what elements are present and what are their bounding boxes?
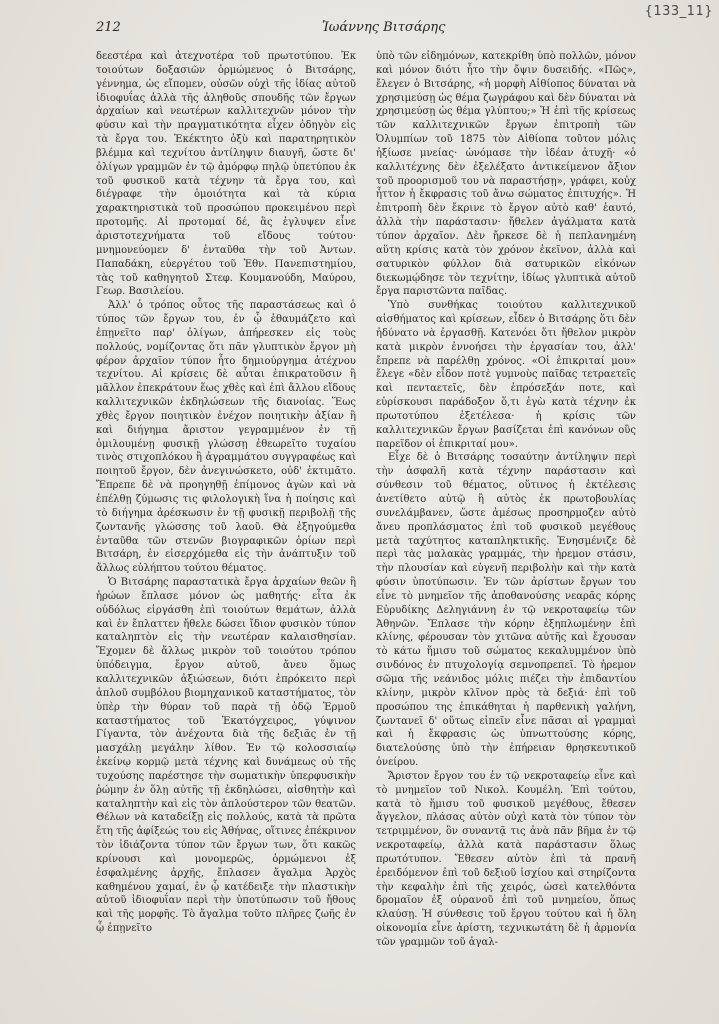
paragraph: δεεστέρα καὶ ἀτεχνοτέρα τοῦ πρωτοτύπου. Ἐκ τοιούτων δοξασιῶν ὁρμώμενος ὁ Βιτσάρης, γέννημα, ὡς εἴπομεν, οὐσῶν οὐχὶ τῆς ἰδίας αὐτοῦ ἰδιοφυΐας ἀλλὰ τῆς ἀληθοῦς σπουδῆς τῶν ἔργων ἀρχαίων καὶ νεωτέρων καλλιτεχνῶν μόνον τὴν φύσιν καὶ τὴν πραγματικότητα εἶχεν ὁδηγὸν εἰς τὰ ἔργα του. Ἐκέκτητο ὀξὺ καὶ παρατηρητικὸν βλέμμα καὶ τεχνίτου ἀντίληψιν διαυγῆ, ὥστε δι' ὀλίγων γραμμῶν ἐν τῷ ἀμόρφῳ πηλῷ ὑπετύπου ἐκ τοῦ φυσικοῦ κατὰ τέχνην τὰ ἔργα του, καὶ διέγραφε τὴν ὁμοιότητα καὶ τὰ κύρια χαρακτηριστικὰ τοῦ προσώπου προκειμένου περὶ προτομῆς. Αἱ προτομαί δέ, ἃς ἐγλυψεν εἶνε ἀριστοτεχνήματα τοῦ εἴδους τούτου· μνημονεύομεν δ' ἐνταῦθα τὴν τοῦ Ἀντων. Παπαδάκη, εὐεργέτου τοῦ Ἐθν. Πανεπιστημίου, τὰς τοῦ καθηγητοῦ Στεφ. Κουμανούδη, Μαύρου, Γεωρ. Βασιλείου. [96, 51, 356, 298]
page-number: 212 [96, 20, 121, 35]
paragraph: Ἀλλ' ὁ τρόπος οὗτος τῆς παραστάσεως καὶ ὁ τύπος τῶν ἔργων του, ἐν ᾧ ἐθαυμάζετο καὶ ἐπῃνεῖτο παρ' ὀλίγων, ἀπήρεσκεν εἰς τοὺς πολλούς, νομίζοντας ὅτι πᾶν γλυπτικὸν ἔργον μὴ φέρον ἀρχαῖον τύπον ἦτο δημιούργημα ἀτέχνου τεχνίτου. Αἱ κρίσεις δὲ αὗται ἐπικρατοῦσιν ἢ μᾶλλον ἐπεκράτουν ἕως χθὲς καὶ ἐπὶ ἄλλου εἴδους καλλιτεχνικῶν ἐκδηλώσεων τῆς διανοίας. Ἕως χθὲς ἔργον ποιητικὸν ἐνέχον ποιητικὴν ἀξίαν ἢ καὶ διήγημα ἄριστον γεγραμμένον ἐν τῇ ὁμιλουμένῃ φυσικῇ γλώσσῃ ἐθεωρεῖτο τυχαίου τινὸς στιχοπλόκου ἢ ἀγραμμάτου συγγραφέως καὶ ποιητοῦ ἔργον, δὲν ἀνεγινώσκετο, οὐδ' ἐκτιμᾶτο. Ἔπρεπε δὲ νὰ προηγηθῇ ἐπίμονος ἀγὼν καὶ νὰ ἐπέλθῃ ζύμωσις τις φιλολογικὴ ἵνα ἡ ποίησις καὶ τὸ διήγημα ἀρέσκωσιν ἐν τῇ φυσικῇ περιβολῇ τῆς ζωντανῆς γλώσσης τοῦ λαοῦ. Θὰ ἐξηγούμεθα ἐνταῦθα τῶν στενῶν βιογραφικῶν ὁρίων περὶ Βιτσάρη, ἐν εἰσερχόμεθα εἰς τὴν ἀνάπτυξιν τοῦ ἄλλως εὐλήπτου τούτου θέματος. [96, 300, 356, 575]
paragraph: Ἄριστον ἔργον του ἐν τῷ νεκροταφείῳ εἶνε καὶ τὸ μνημεῖον τοῦ Νικολ. Κουμέλη. Ἐπὶ τούτου, κατὰ τὸ ἥμισυ τοῦ φυσικοῦ μεγέθους, ἔθεσεν ἄγγελον, πλάσας αὐτὸν οὐχὶ κατὰ τὸν τύπον τὸν τετριμμένον, ὃν συναντᾷ τις ἀνὰ πᾶν βῆμα ἐν τῷ νεκροταφείῳ, ἀλλὰ κατὰ παράστασιν ὅλως πρωτότυπον. Ἔθεσεν αὐτὸν ἐπὶ τὰ πρανῆ ἐρειδόμενον ἐπὶ τοῦ δεξιοῦ ἰσχίου καὶ στηρίζοντα τὴν κεφαλὴν ἐπὶ τῆς χειρός, ὡσεὶ κατελθόντα δρομαῖον ἐξ οὐρανοῦ ἐπὶ τοῦ μνημείου, ὅπως κλαύσῃ. Ἡ σύνθεσις τοῦ ἔργου τούτου καὶ ἡ ὅλη οἰκονομία εἶνε ἀρίστη, τεχνικωτάτη δὲ ἡ ἁρμονία τῶν γραμμῶν τοῦ ἀγαλ- [376, 770, 636, 948]
paragraph: Ὑπὸ συνθήκας τοιούτου καλλιτεχνικοῦ αἰσθήματος καὶ κρίσεων, εἶδεν ὁ Βιτσάρης ὅτι δὲν ἠδύνατο νὰ ἐργασθῇ. Κατενόει ὅτι ἤθελον μικρὸν κατὰ μικρὸν ἐννοήσει τὴν ἐργασίαν του, ἀλλ' ἔπρεπε νὰ παρέλθῃ χρόνος. «Οἱ ἐπικριταί μου» ἔλεγε «δὲν εἶδον ποτὲ γυμνοὺς παῖδας τετραετεῖς καὶ πενταετεῖς, δὲν ἐπρόσεξάν ποτε, καὶ εὑρίσκουσι παράδοξον ὅ,τι ἐγὼ κατὰ τέχνην ἐκ πρωτοτύπου ἐξετέλεσα· ἡ κρίσις τῶν καλλιτεχνικῶν ἔργων βασίζεται ἐπὶ κανόνων οὓς παρεῖδον οἱ ἐπικριταί μου». [376, 300, 636, 450]
paragraph: ὑπὸ τῶν εἰδημόνων, κατεκρίθη ὑπὸ πολλῶν, μόνον καὶ μόνον διότι ἦτο τὴν ὄψιν δυσειδής. «Πῶς», ἔλεγεν ὁ Βιτσάρης, «ἡ μορφὴ Αἰθίοπος δύναται νὰ χρησιμεύσῃ ὡς θέμα ζωγράφου καὶ δὲν δύναται νὰ χρησιμεύσῃ ὡς θέμα γλύπτου;» Ἡ ἐπὶ τῆς κρίσεως τῶν καλλιτεχνικῶν ἔργων ἐπιτροπὴ τῶν Ὀλυμπίων τοῦ 1875 τὸν Αἰθίοπα τοῦτον μόλις ἠξίωσε μνείας· ὠνόμασε τὴν ἰδέαν ἀτυχῆ· «ὁ καλλιτέχνης δὲν ἐξελέξατο ἀντικείμενον ἄξιον τοῦ προορισμοῦ του νὰ παραστήσῃ», γράφει, κοὐχ ἧττον ἡ ἔκφρασις τοῦ ἄνω σώματος ἐπιτυχής». Ἡ ἐπιτροπὴ δὲν ἔκρινε τὸ ἔργον αὐτὸ καθ' ἑαυτό, ἀλλὰ τὴν παράστασιν· ἤθελεν ἀγάλματα κατὰ τύπον ἀρχαῖον. Δὲν ἤρκεσε δὲ ἡ πεπλανημένη αὕτη κρίσις κατὰ τὸν χρόνον ἐκεῖνον, ἀλλὰ καὶ σατυρικὸν φύλλον διὰ σατυρικῶν εἰκόνων διεκωμῴδησε τὸν τεχνίτην, ἰδίως γλυπτικὰ αὐτοῦ ἔργα παριστῶντα παῖδας. [376, 51, 636, 298]
handwritten-annotation: {133_11} [644, 4, 713, 19]
right-column [376, 50, 636, 950]
paragraph: Εἶχε δὲ ὁ Βιτσάρης τοσαύτην ἀντίληψιν περὶ τὴν ἀσφαλῆ κατὰ τέχνην παράστασιν καὶ σύνθεσιν τοῦ θέματος, οὕτινος ἡ ἐκτέλεσις ἀνετίθετο αὐτῷ ἢ αὐτὸς ἐκ πρωτοβουλίας συνελάμβανεν, ὥστε ἀμέσως προσηρμοζεν αὐτὸ ἄνευ προπλάσματος ἐπὶ τοῦ φυσικοῦ μεγέθους μετὰ ταχύτητος καταπληκτικῆς. Ἐνησμένιζε δὲ περὶ τὰς μαλακὰς γραμμάς, τὴν ἠρεμον στάσιν, τὴν πλουσίαν καὶ εὐγενῆ περιβολὴν καὶ τὴν κατὰ φύσιν ὑποτύπωσιν. Ἐν τῶν ἀρίστων ἔργων του εἶνε τὸ μνημεῖον τῆς ἀποθανούσης νεαρᾶς κόρης Εὐρυδίκης Δεληγιάννη ἐν τῷ νεκροταφείῳ τῶν Ἀθηνῶν. Ἔπλασε τὴν κόρην ἐξηπλωμένην ἐπὶ κλίνης, φέρουσαν τὸν χιτῶνα αὐτῆς καὶ ἔχουσαν τὸ κάτω ἥμισυ τοῦ σώματος κεκαλυμμένον ὑπὸ σινδόνος ἐν πτυχολογίᾳ σεμνοπρεπεῖ. Τὸ ἠρεμον σῶμα τῆς νεάνιδος μόλις πιέζει τὴν ἐπιδαντίου κλίνην, μικρὸν κλῖνον πρὸς τὰ δεξιά· ἐπὶ τοῦ προσώπου της ἐπικάθηται ἡ παρθενικὴ γαλήνη, ζωντανεῖ δ' οὕτως εἰπεῖν εἶνε πᾶσαι αἱ γραμμαὶ καὶ ἡ ἔκφρασις ὡς ὑπνωττούσης κόρης, διατελούσης ὑπὸ τὴν ἐπήρειαν θρησκευτικοῦ ὀνείρου. [376, 452, 636, 769]
left-column [96, 50, 356, 936]
running-head: Ἰωάννης Βιτσάρης [322, 20, 446, 35]
paragraph: Ὁ Βιτσάρης παραστατικὰ ἔργα ἀρχαίων θεῶν ἢ ἡρώων ἔπλασε μόνον ὡς μαθητής· εἶτα ἐκ οὐδόλως εἰργάσθη ἐπὶ τοιούτων θεμάτων, ἀλλὰ καὶ ἐν ἔπλαττεν ἤθελε δώσει ἴδιον φυσικὸν τύπον καταληπτὸν εἰς τὴν νεωτέραν καλαισθησίαν. Ἔχομεν δὲ ἄλλως μικρὸν τοῦ τοιούτου τρόπου ὑπόδειγμα, ἔργον αὐτοῦ, ἄνευ ὅμως καλλιτεχνικῶν ἀξιώσεων, διότι ἐπρόκειτο περὶ ἁπλοῦ συμβόλου βιομηχανικοῦ καταστήματος, τὸν ὑπὲρ τὴν θύραν τοῦ παρὰ τῇ ὁδῷ Ἑρμοῦ καταστήματος τοῦ Ἑκατόγχειρος, γύψινον Γίγαντα, τὸν ἀνέχοντα διὰ τῆς δεξιᾶς ἐν τῇ μασχάλῃ μεγάλην λίθον. Ἐν τῷ κολοσσιαίῳ ἐκείνῳ κορμῷ μετὰ τέχνης καὶ δυνάμεως οὐ τῆς τυχούσης παρέστησε τὴν σωματικὴν ὑπερφυσικὴν ῥώμην ἐν ὅλῃ αὐτῆς τῇ ἐκδηλώσει, αἰσθητὴν καὶ καταληπτὴν καὶ εἰς τὸν ἁπλούστερον τῶν θεατῶν. Θέλων νὰ καταδείξῃ εἰς πολλούς, κατὰ τὰ πρῶτα ἔτη τῆς ἀφίξεώς του εἰς Ἀθήνας, οἵτινες ἐπέκρινον τὸν ἰδιάζοντα τύπον τῶν ἔργων των, ὅτι κακῶς κρίνουσι καὶ μονομερῶς, ὁρμώμενοι ἐξ ἐσφαλμένης ἀρχῆς, ἔπλασεν ἄγαλμα Ἀρχὸς καθημένου χαμαί, ἐν ᾧ κατέδειξε τὴν πλαστικὴν αὐτοῦ ἰδιοφυΐαν περὶ τὴν ὑποτύπωσιν τοῦ ἤθους καὶ τῆς μορφῆς. Τὸ ἄγαλμα τοῦτο πλῆρες ζωῆς ἐν ᾧ ἐπῃνεῖτο [96, 577, 356, 935]
